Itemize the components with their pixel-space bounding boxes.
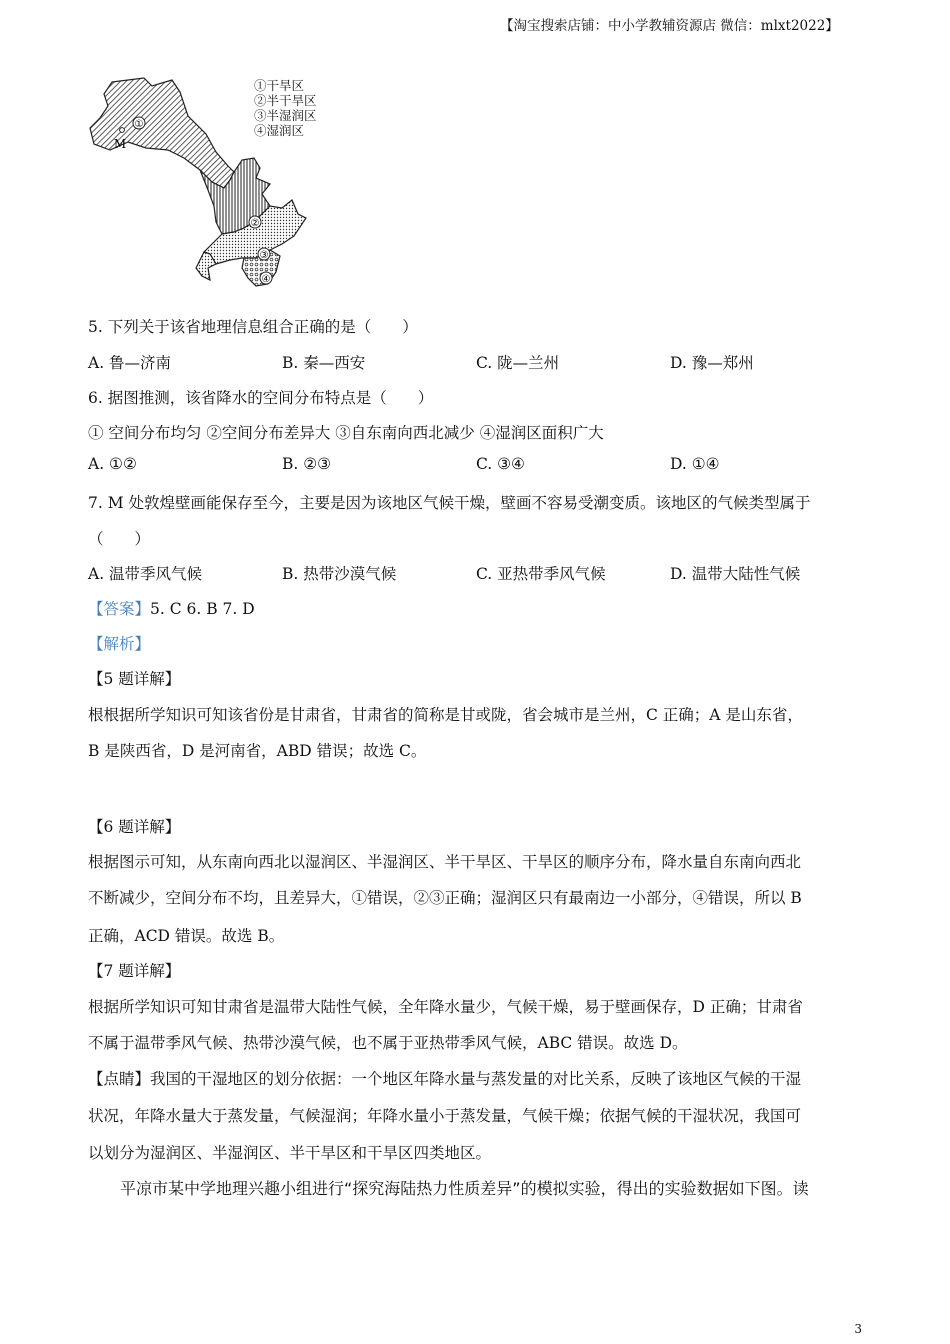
map-legend bbox=[254, 78, 317, 138]
mark-3: ③ bbox=[259, 250, 269, 261]
mark-1: ① bbox=[134, 119, 144, 130]
dianjing-line-2: 状况，年降水量大于蒸发量，气候湿润；年降水量小于蒸发量，气候干燥；依据气候的干湿状况，我国可 bbox=[88, 1107, 802, 1125]
q6-statements: ① 空间分布均匀 ②空间分布差异大 ③自东南向西北减少 ④湿润区面积广大 bbox=[88, 424, 604, 442]
legend-item-humid: ④湿润区 bbox=[254, 123, 305, 138]
answer-line bbox=[88, 597, 255, 619]
q7-paren: （ ） bbox=[88, 530, 151, 548]
q7-stem: 7. M 处敦煌壁画能保存至今，主要是因为该地区气候干燥，壁画不容易受潮变质。该地区的气候类型属于 bbox=[88, 494, 811, 512]
q7-option-b: B. 热带沙漠气候 bbox=[282, 565, 397, 583]
q5-option-b: B. 秦—西安 bbox=[282, 354, 366, 372]
q6-stem: 6. 据图推测，该省降水的空间分布特点是（ ） bbox=[88, 389, 434, 407]
answer-label: 【答案】 bbox=[88, 600, 151, 618]
d5-line-1: 根根据所学知识可知该省份是甘肃省，甘肃省的简称是甘或陇，省会城市是兰州，C 正确；A 是山东省， bbox=[88, 706, 803, 724]
page-number: 3 bbox=[854, 1322, 862, 1336]
legend-item-arid: ①干旱区 bbox=[254, 78, 305, 93]
q6-option-d: D. ①④ bbox=[670, 455, 720, 473]
q5-option-d: D. 豫—郑州 bbox=[670, 354, 754, 372]
q6-option-a: A. ①② bbox=[88, 455, 137, 473]
legend-item-semi-humid: ③半湿润区 bbox=[254, 108, 317, 123]
legend-item-semi-arid: ②半干旱区 bbox=[254, 93, 317, 108]
d7-line-2: 不属于温带季风气候、热带沙漠气候，也不属于亚热带季风气候，ABC 错误。故选 D。 bbox=[88, 1034, 688, 1052]
q5-stem: 5. 下列关于该省地理信息组合正确的是（ ） bbox=[88, 318, 418, 336]
answer-text: 5. C 6. B 7. D bbox=[150, 600, 255, 618]
point-m-label: M bbox=[113, 137, 127, 151]
mark-4: ④ bbox=[261, 274, 271, 285]
q5-option-c: C. 陇—兰州 bbox=[476, 354, 560, 372]
q6-option-b: B. ②③ bbox=[282, 455, 332, 473]
dianjing-line-1: 【点睛】我国的干湿地区的划分依据：一个地区年降水量与蒸发量的对比关系，反映了该地区气候的干湿 bbox=[88, 1070, 802, 1088]
q7-option-c: C. 亚热带季风气候 bbox=[476, 565, 606, 583]
dianjing-line-3: 以划分为湿润区、半湿润区、半干旱区和干旱区四类地区。 bbox=[88, 1144, 492, 1162]
page-header: 【淘宝搜索店铺：中小学教辅资源店 微信：mlxt2022】 bbox=[500, 18, 839, 34]
arid-zone bbox=[90, 78, 234, 188]
q7-option-a: A. 温带季风气候 bbox=[88, 565, 203, 583]
q5-option-a: A. 鲁—济南 bbox=[88, 354, 172, 372]
d6-line-3: 正确，ACD 错误。故选 B。 bbox=[88, 927, 285, 945]
q6-option-c: C. ③④ bbox=[476, 455, 525, 473]
q7-option-d: D. 温带大陆性气候 bbox=[670, 565, 801, 583]
d5-title: 【5 题详解】 bbox=[88, 670, 181, 688]
d5-line-2: B 是陕西省，D 是河南省，ABD 错误；故选 C。 bbox=[88, 742, 427, 760]
mark-2: ② bbox=[250, 218, 260, 229]
d6-line-1: 根据图示可知，从东南向西北以湿润区、半湿润区、半干旱区、干旱区的顺序分布，降水量自东南向西北 bbox=[88, 853, 802, 871]
d7-title: 【7 题详解】 bbox=[88, 962, 181, 980]
analysis-label: 【解析】 bbox=[88, 635, 151, 653]
next-question-stem: 平凉市某中学地理兴趣小组进行“探究海陆热力性质差异”的模拟实验，得出的实验数据如下图。读 bbox=[120, 1179, 809, 1198]
d7-line-1: 根据所学知识可知甘肃省是温带大陆性气候，全年降水量少，气候干燥，易于壁画保存，D 正确；甘肃省 bbox=[88, 998, 803, 1016]
d6-line-2: 不断减少，空间分布不均，且差异大，①错误，②③正确；湿润区只有最南边一小部分，④错误，所以 B bbox=[88, 889, 802, 907]
d6-title: 【6 题详解】 bbox=[88, 818, 181, 836]
